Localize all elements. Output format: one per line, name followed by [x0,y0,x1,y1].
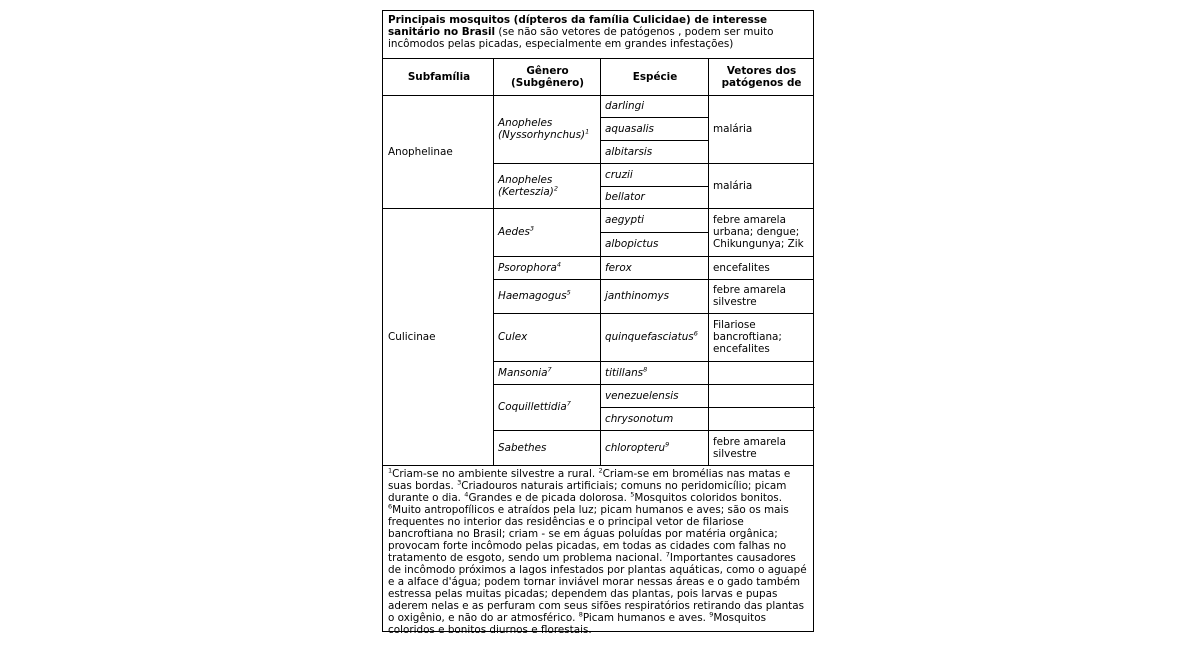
genus-culex: Culex [498,331,528,343]
footnote-mark: 9 [709,610,714,619]
species-titillans: titillans$^8$ [605,365,648,379]
species-chloropteru: chloropteru$^9$ [605,440,670,454]
footnote-mark: 6 [388,502,393,511]
table-caption [383,11,813,59]
footnote-mark: 5 [630,490,635,499]
species-bellator: bellator [605,191,645,203]
footnote-text: Picam humanos e aves. [582,612,710,624]
vector-febre-silvestre-2: febre amarela silvestre [713,435,786,460]
footnote-mark: 1 [388,466,393,475]
footnote-text: Mosquitos coloridos bonitos. [634,492,783,504]
species-ferox: ferox [605,261,632,274]
mosquito-table-document [382,10,814,636]
footnote-mark: 3 [457,478,462,487]
footnote-mark: 4 [464,490,469,499]
species-cruzii: cruzii [605,168,633,181]
header-especie: Espécie [632,71,678,83]
species-janthinomys: janthinomys [605,290,670,302]
species-chrysonotum: chrysonotum [605,412,674,425]
genus-coquillettidia: Coquillettidia$^7$ [498,399,571,413]
genus-sabethes: Sabethes [498,441,547,454]
species-albopictus: albopictus [605,238,659,250]
vector-febre-silvestre-1: febre amarela silvestre [713,284,786,308]
genus-haemagogus: Haemagogus$^5$ [498,288,571,302]
vector-culex: Filariose bancroftiana; encefalites [713,319,782,355]
genus-psorophora: Psorophora$^4$ [498,260,561,274]
footnote-text: Criadouros naturais artificiais; comuns no peridomicílio; picam durante o dia. [388,480,787,504]
caption-title: Principais mosquitos (dípteros da família Culicidae) de interesse sanitário no Brasil [388,14,768,38]
vector-aedes: febre amarela urbana; dengue; Chikungunya; Zik [713,214,804,250]
vector-malaria-1: malária [713,123,753,135]
genus-mansonia: Mansonia$^7$ [498,365,552,379]
species-darlingi: darlingi [605,100,645,112]
footnote-text: Grandes e de picada dolorosa. [468,492,631,504]
header-subfamilia: Subfamília [407,71,471,83]
footnote-text: Criam-se em bromélias nas matas e suas bordas. [388,468,791,492]
vector-encefalites: encefalites [713,261,770,274]
footnotes [383,466,813,636]
subfamily-anophelinae: Anophelinae [388,145,453,158]
footnote-mark: 2 [598,466,603,475]
vector-malaria-2: malária [713,179,753,192]
caption-subtitle: (se não são vetores de patógenos , podem ser muito incômodos pelas picadas, especialmente em grandes infestações) [388,26,774,50]
footnote-text: Criam-se no ambiente silvestre a rural. [392,468,599,480]
header-genero: Gênero (Subgênero) [510,65,584,89]
subfamily-culicinae: Culicinae [388,330,436,343]
footnote-text: Importantes causadores de incômodo próximos a lagos infestados por plantas aquáticas, como o aguapé e a alface d'água; podem tornar inviável morar nessas áreas e o gado também estressa pelas muitas picadas; dependem das plantas, pois larvas e pupas aderem nelas e as perfuram com seus sifões respiratórios retirando das plantas o oxigênio, e não do ar atmosférico. [388,552,807,624]
footnote-mark: 7 [665,550,670,559]
species-venezuelensis: venezuelensis [605,389,679,402]
species-albitarsis: albitarsis [605,145,653,158]
genus-anopheles-kerteszia: Anopheles (Kerteszia)$^2$ [498,173,558,198]
species-aquasalis: aquasalis [605,122,654,135]
footnote-text: Mosquitos coloridos e bonitos diurnos e florestais. [388,612,767,636]
header-vetores: Vetores dos patógenos de [721,65,802,89]
footnote-text: Muito antropofílicos e atraídos pela luz; picam humanos e aves; são os mais frequentes no interior das residências e o principal vetor de filariose bancroftiana no Brasil; criam - se em águas poluídas por matéria orgânica; provocam forte incômodo pelas picadas, em todas as cidades com falhas no tratamento de esgoto, sendo um problema nacional. [388,504,789,564]
footnote-mark: 8 [578,610,583,619]
genus-anopheles-nyssorhynchus: Anopheles (Nyssorhynchus)$^1$ [498,117,590,141]
genus-aedes: Aedes$^3$ [498,224,535,238]
species-quinquefasciatus: quinquefasciatus$^6$ [605,329,698,343]
species-aegypti: aegypti [605,214,645,226]
